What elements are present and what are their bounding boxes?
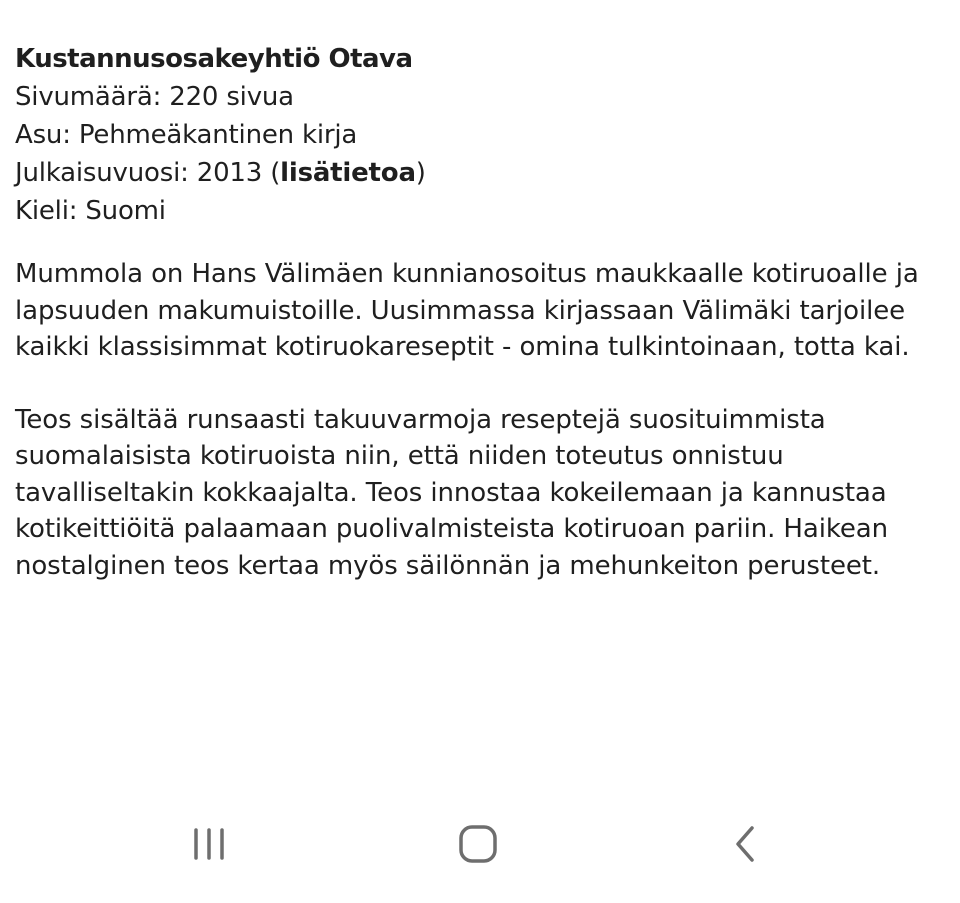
recent-apps-button[interactable]: [180, 820, 240, 868]
back-button[interactable]: [716, 820, 776, 868]
home-button[interactable]: [448, 820, 508, 868]
home-icon: [456, 822, 500, 866]
publisher: Kustannusosakeyhtiö Otava: [15, 44, 413, 74]
system-navigation-bar: [0, 800, 960, 890]
page-count-label: Sivumäärä:: [15, 82, 162, 112]
open-paren: (: [270, 158, 281, 188]
close-paren: ): [415, 158, 426, 188]
description-paragraph: Mummola on Hans Välimäen kunnianosoitus maukkaalle kotiruoalle ja lapsuuden makumuistoille. Uusimmassa kirjassaan Välimäki tarjoilee kaikki klassisimmat kotiruokareseptit - omina tulkintoinaan, totta kai.: [15, 259, 919, 362]
language-row: [15, 192, 935, 230]
back-icon: [726, 824, 766, 864]
publication-year-row: [15, 154, 935, 192]
page-count-value: 220 sivua: [169, 82, 294, 112]
format-label: Asu:: [15, 120, 71, 150]
book-details: [15, 40, 935, 620]
format-row: [15, 116, 935, 154]
publication-year-label: Julkaisuvuosi:: [15, 158, 189, 188]
more-info-link[interactable]: lisätietoa: [280, 158, 416, 188]
book-description: [15, 256, 935, 584]
publication-year-value: 2013: [196, 158, 263, 188]
language-value: Suomi: [85, 196, 166, 226]
page-count-row: [15, 78, 935, 116]
language-label: Kieli:: [15, 196, 78, 226]
format-value: Pehmeäkantinen kirja: [78, 120, 358, 150]
recent-apps-icon: [190, 824, 230, 864]
description-paragraph: Teos sisältää runsaasti takuuvarmoja reseptejä suosituimmista suomalaisista kotiruoista niin, että niiden toteutus onnistuu tavalliseltakin kokkaajalta. Teos innostaa kokeilemaan ja kannustaa kotikeittiöitä palaamaan puolivalmisteista kotiruoan pariin. Haikean nostalginen teos kertaa myös säilönnän ja mehunkeiton perusteet.: [15, 404, 888, 581]
